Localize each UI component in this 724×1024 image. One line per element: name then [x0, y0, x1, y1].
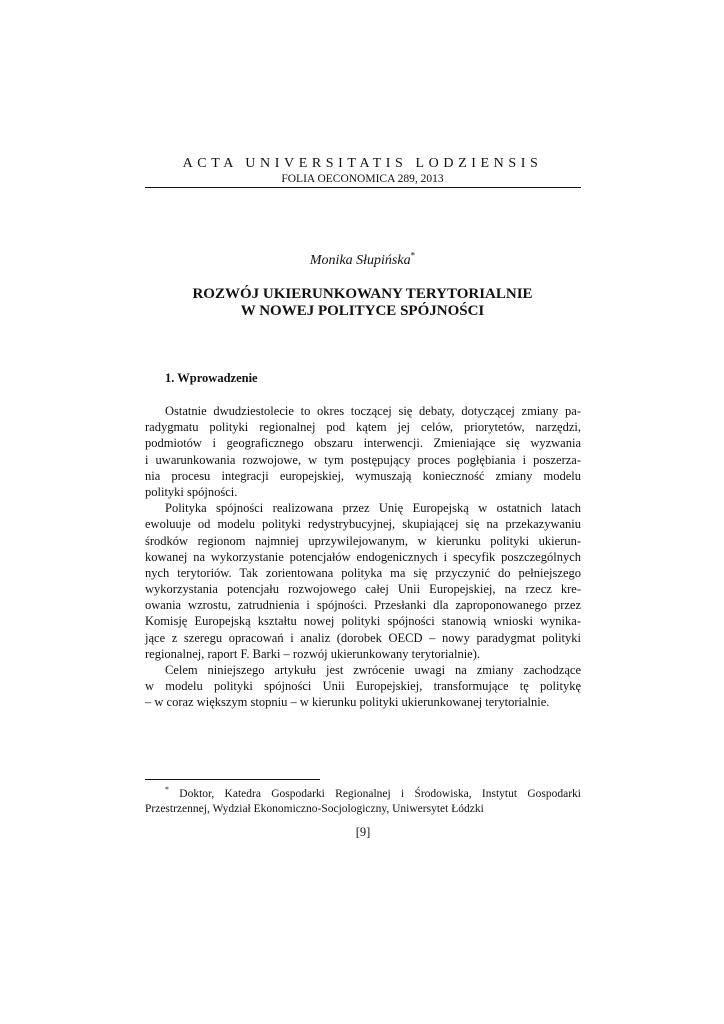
journal-series: FOLIA OECONOMICA 289, 2013	[281, 173, 444, 185]
journal-title: ACTA UNIVERSITATIS LODZIENSIS	[182, 156, 543, 171]
body-line: polityki spójności.	[145, 484, 238, 499]
body-line: podmiotów i geograficznego obszaru interwencji. Zmieniające się wyzwania	[145, 436, 581, 451]
footnote-text-1: Doktor, Katedra Gospodarki Regionalnej i Środowiska, Instytut Gospodarki	[169, 788, 581, 800]
author-footnote-mark: *	[410, 250, 416, 261]
author-name: Monika Słupińska	[309, 253, 411, 268]
footnote	[145, 787, 581, 817]
body-text	[145, 403, 581, 711]
paper-title	[145, 286, 580, 320]
body-line: nych terytoriów. Tak zorientowana polityka ma się przyczynić do pełniejszego	[145, 565, 581, 580]
section-heading: 1. Wprowadzenie	[165, 371, 258, 385]
body-line: Ostatnie dwudziestolecie to okres toczącej się debaty, dotyczącej zmiany pa-	[165, 404, 581, 418]
body-line: ewoluuje od modelu polityki redystrybucyjnej, skupiającej się na przekazywaniu	[145, 517, 581, 532]
footnote-divider	[145, 779, 320, 780]
body-line: jące z szeregu opracowań i analiz (dorobek OECD – nowy paradygmat polityki	[145, 630, 581, 645]
body-line: kowanej na wykorzystanie potencjałów endogenicznych i specyfik poszczególnych	[145, 549, 581, 564]
body-line: i uwarunkowania rozwojowe, w tym postępujący proces pogłębiania i poszerza-	[145, 452, 581, 467]
page-number: [9]	[355, 825, 371, 839]
body-line: środków regionom najmniej uprzywilejowanym, w kierunku polityki ukierun-	[145, 533, 581, 548]
footnote-line-1	[145, 787, 581, 802]
body-line: nia procesu integracji europejskiej, wymuszają konieczność zmiany modelu	[145, 468, 581, 483]
body-line: Komisję Europejską kształtu nowej polityki spójności stanowią wnioski wynika-	[145, 614, 581, 629]
body-line: w modelu polityki spójności Unii Europejskiej, transformujące tę politykę	[145, 679, 581, 694]
body-line: owania wzrostu, zatrudnienia i spójności. Przesłanki dla zaproponowanego przez	[145, 598, 581, 613]
paper-title-line-1: ROZWÓJ UKIERUNKOWANY TERYTORIALNIE	[192, 286, 533, 302]
body-line: – w coraz większym stopniu – w kierunku polityki ukierunkowanej terytorialnie.	[145, 695, 550, 710]
body-line: Polityka spójności realizowana przez Unię Europejską w ostatnich latach	[165, 501, 581, 516]
paper-title-line-2: W NOWEJ POLITYCE SPÓJNOŚCI	[240, 303, 485, 319]
body-line: radygmatu polityki regionalnej pod kątem jej celów, priorytetów, narzędzi,	[145, 420, 581, 435]
author-line	[145, 252, 580, 270]
footnote-mark: *	[165, 785, 169, 795]
body-line: regionalnej, raport F. Barki – rozwój ukierunkowany terytorialnie).	[145, 646, 481, 661]
body-line: Celem niniejszego artykułu jest zwrócenie uwagi na zmiany zachodzące	[165, 663, 581, 677]
footnote-line-2: Przestrzennej, Wydział Ekonomiczno-Socjologiczny, Uniwersytet Łódzki	[145, 803, 484, 815]
header-divider	[145, 187, 581, 188]
body-line: wykorzystania potencjału rozwojowego całej Unii Europejskiej, na rzecz kre-	[145, 582, 581, 597]
